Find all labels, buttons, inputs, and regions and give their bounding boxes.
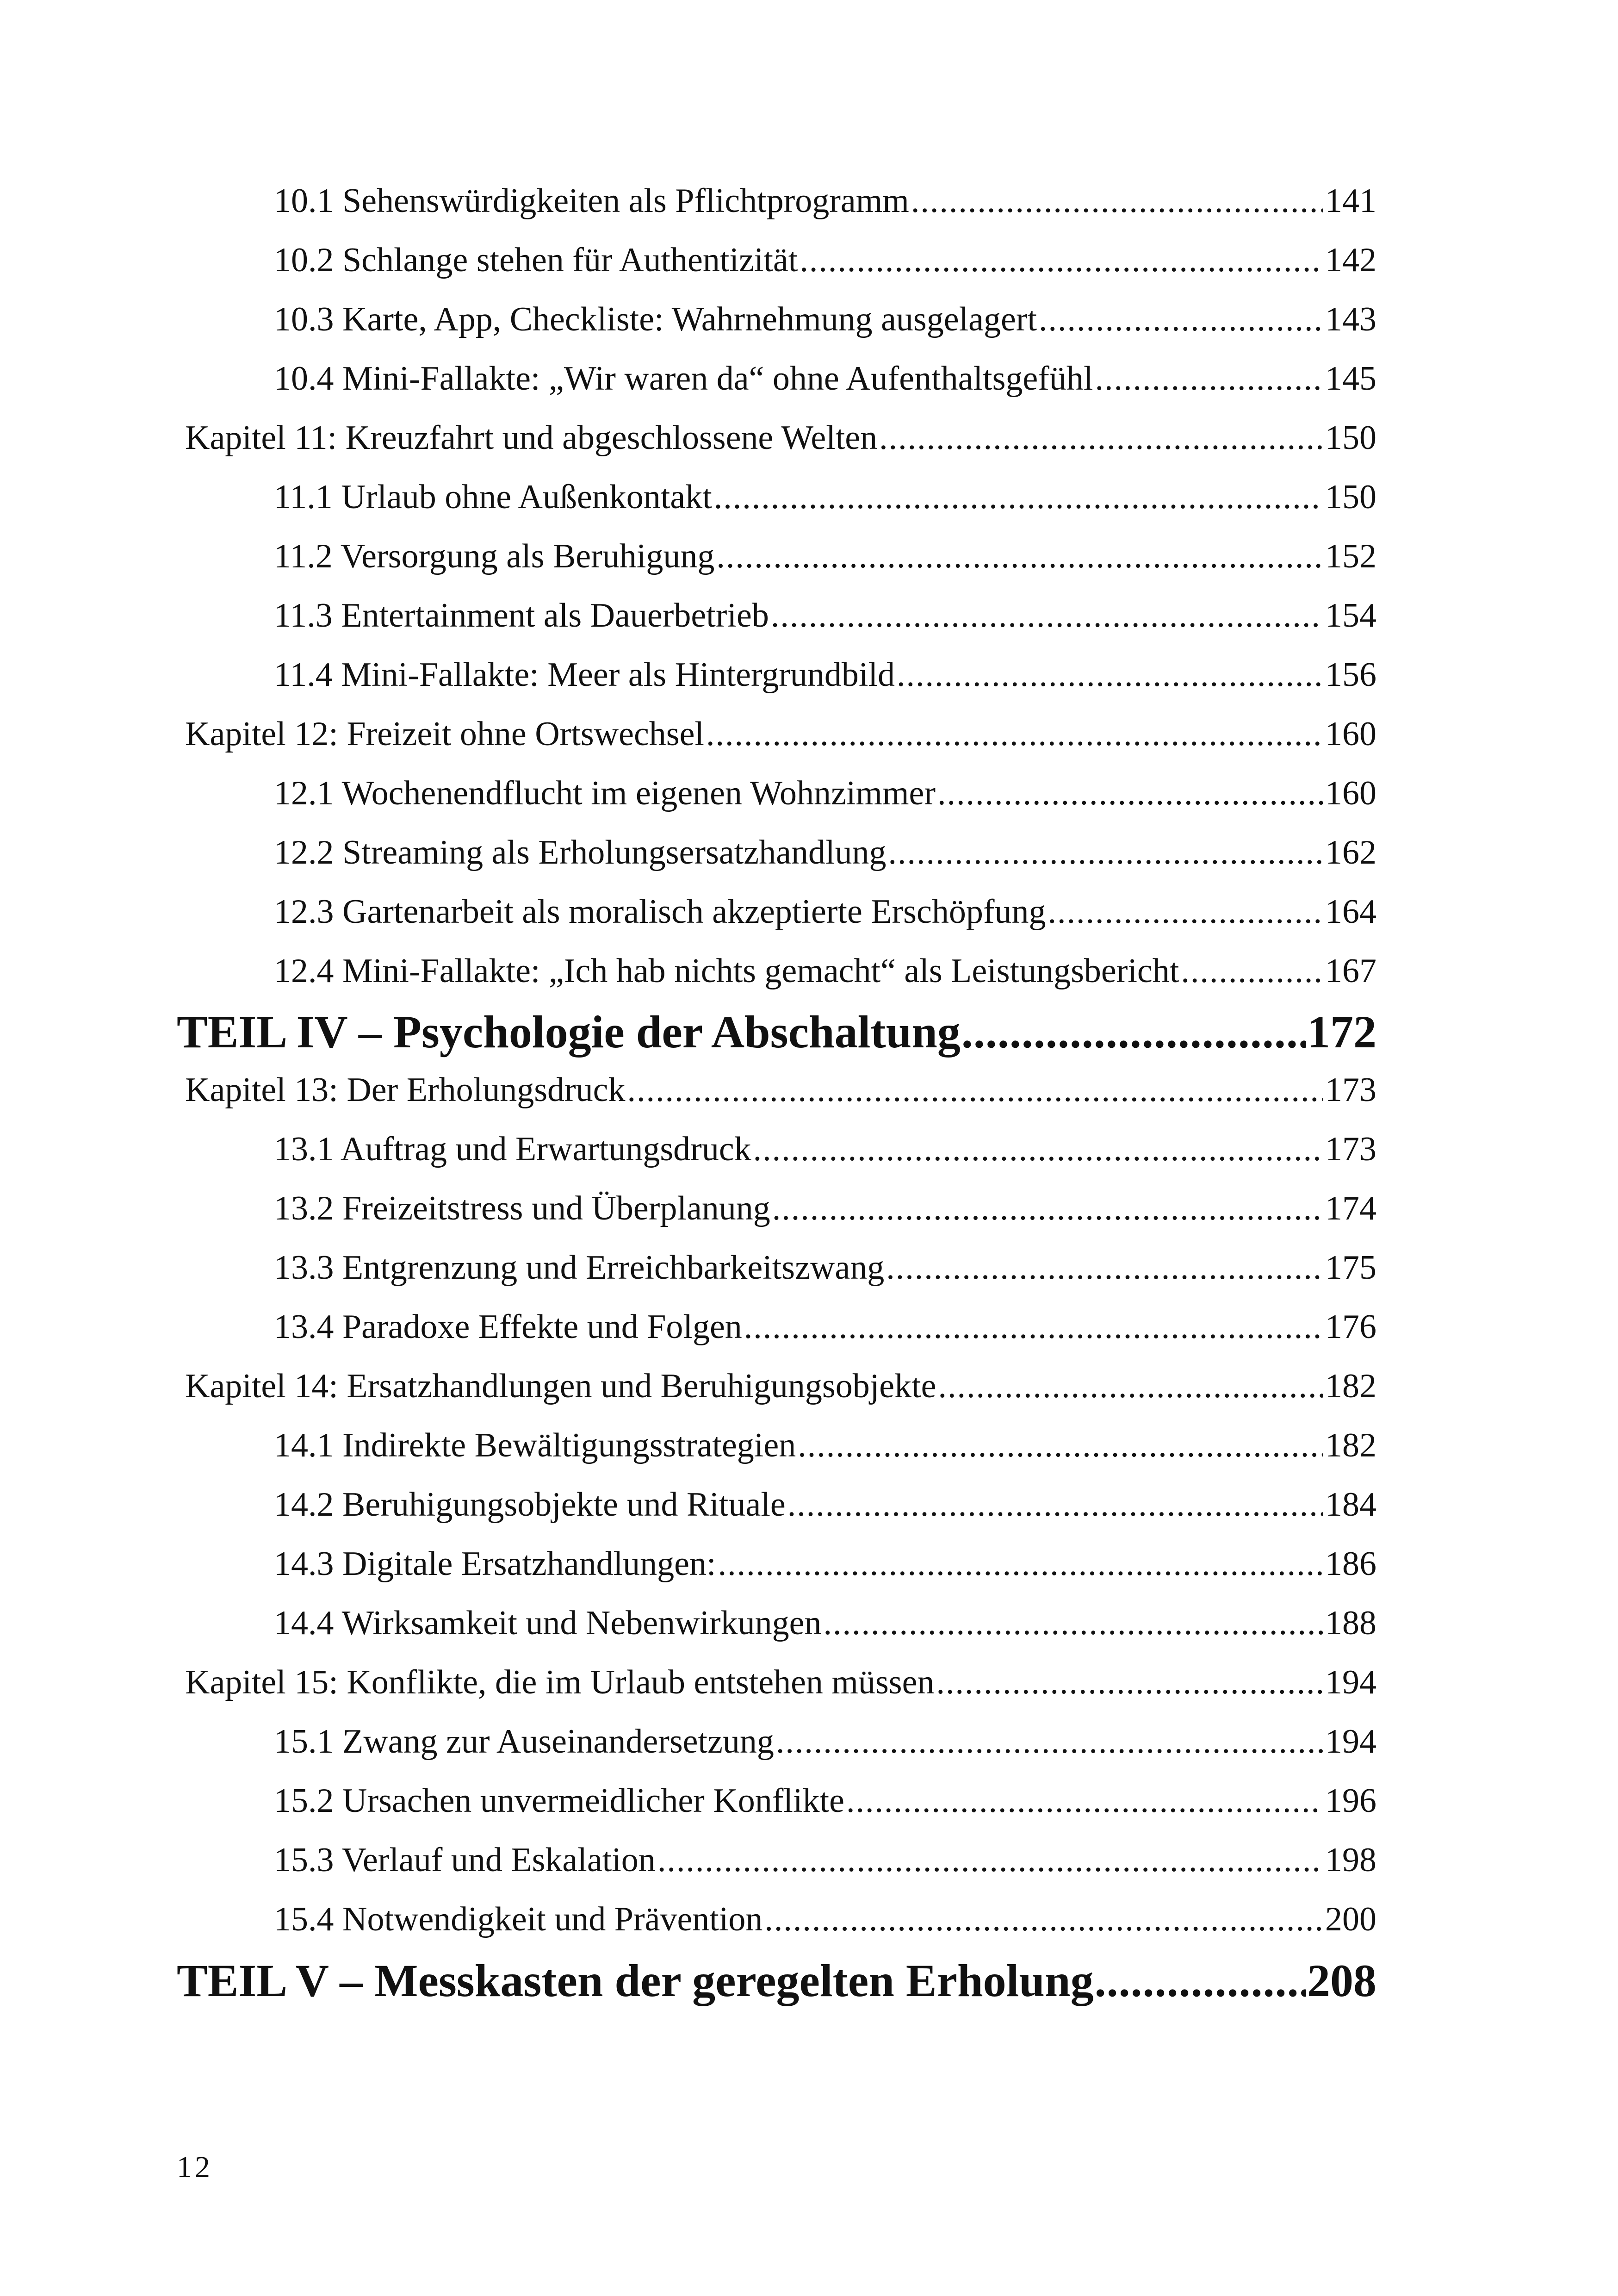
toc-entry-title: Kapitel 13: Der Erholungsdruck bbox=[185, 1071, 626, 1109]
toc-section-entry bbox=[274, 833, 1376, 872]
toc-leader-dots bbox=[657, 1841, 1323, 1880]
toc-entry-page: 172 bbox=[1307, 1006, 1376, 1058]
toc-entry-title: 14.4 Wirksamkeit und Nebenwirkungen bbox=[274, 1604, 822, 1642]
toc-section-entry bbox=[274, 1189, 1376, 1228]
toc-entry-page: 162 bbox=[1325, 834, 1376, 871]
toc-leader-dots bbox=[772, 1189, 1323, 1228]
toc-entry-page: 182 bbox=[1325, 1426, 1376, 1464]
toc-leader-dots bbox=[897, 655, 1323, 695]
toc-entry-page: 141 bbox=[1325, 182, 1376, 220]
toc-leader-dots bbox=[886, 1248, 1323, 1288]
toc-leader-dots bbox=[888, 833, 1323, 872]
toc-entry-title: 10.4 Mini-Fallakte: „Wir waren da“ ohne Aufenthaltsgefühl bbox=[274, 360, 1093, 398]
toc-entry-title: 15.4 Notwendigkeit und Prävention bbox=[274, 1900, 763, 1938]
toc-entry-page: 160 bbox=[1325, 715, 1376, 753]
toc-entry-title: 11.1 Urlaub ohne Außenkontakt bbox=[274, 478, 712, 516]
toc-leader-dots bbox=[938, 1367, 1323, 1406]
toc-leader-dots bbox=[798, 1426, 1323, 1465]
toc-entry-page: 194 bbox=[1325, 1663, 1376, 1701]
toc-entry-title: 12.2 Streaming als Erholungsersatzhandlung bbox=[274, 834, 886, 871]
toc-entry-page: 160 bbox=[1325, 774, 1376, 812]
toc-entry-title: 12.4 Mini-Fallakte: „Ich hab nichts gemacht“ als Leistungsbericht bbox=[274, 952, 1179, 990]
toc-entry-page: 145 bbox=[1325, 360, 1376, 398]
toc-entry-title: 12.1 Wochenendflucht im eigenen Wohnzimmer bbox=[274, 774, 936, 812]
toc-entry-page: 150 bbox=[1325, 419, 1376, 457]
toc-entry-page: 173 bbox=[1325, 1071, 1376, 1109]
toc-entry-page: 200 bbox=[1325, 1900, 1376, 1938]
toc-section-entry bbox=[274, 1604, 1376, 1643]
toc-leader-dots bbox=[911, 181, 1323, 221]
toc-entry-title: 14.1 Indirekte Bewältigungsstrategien bbox=[274, 1426, 796, 1464]
toc-section-entry bbox=[274, 537, 1376, 576]
toc-entry-page: 156 bbox=[1325, 656, 1376, 694]
toc-entry-page: 152 bbox=[1325, 537, 1376, 575]
toc-leader-dots bbox=[776, 1722, 1323, 1761]
toc-entry-title: Kapitel 12: Freizeit ohne Ortswechsel bbox=[185, 715, 704, 753]
toc-leader-dots bbox=[787, 1485, 1323, 1524]
toc-part-entry bbox=[177, 1954, 1376, 2007]
toc-section-entry bbox=[274, 181, 1376, 221]
toc-leader-dots bbox=[716, 537, 1323, 576]
toc-entry-title: 13.3 Entgrenzung und Erreichbarkeitszwang bbox=[274, 1249, 885, 1287]
toc-entry-title: 11.2 Versorgung als Beruhigung bbox=[274, 537, 715, 575]
toc-entry-title: 10.1 Sehenswürdigkeiten als Pflichtprogramm bbox=[274, 182, 909, 220]
toc-leader-dots bbox=[706, 715, 1323, 754]
toc-entry-title: Kapitel 14: Ersatzhandlungen und Beruhigungsobjekte bbox=[185, 1367, 936, 1405]
toc-leader-dots bbox=[1048, 892, 1323, 932]
toc-leader-dots bbox=[1039, 300, 1323, 339]
toc-leader-dots bbox=[771, 596, 1323, 635]
toc-entry-page: 186 bbox=[1325, 1545, 1376, 1583]
toc-entry-page: 143 bbox=[1325, 300, 1376, 338]
toc-section-entry bbox=[274, 1781, 1376, 1821]
toc-entry-page: 164 bbox=[1325, 893, 1376, 931]
toc-entry-page: 175 bbox=[1325, 1249, 1376, 1287]
toc-entry-title: 14.3 Digitale Ersatzhandlungen: bbox=[274, 1545, 716, 1583]
toc-entry-title: 13.2 Freizeitstress und Überplanung bbox=[274, 1189, 770, 1227]
toc-section-entry bbox=[274, 359, 1376, 398]
toc-leader-dots bbox=[937, 774, 1323, 813]
toc-section-entry bbox=[274, 655, 1376, 695]
toc-section-entry bbox=[274, 1841, 1376, 1880]
toc-section-entry bbox=[274, 241, 1376, 280]
toc-entry-page: 142 bbox=[1325, 241, 1376, 279]
toc-chapter-entry bbox=[185, 1070, 1376, 1110]
toc-leader-dots bbox=[1095, 1954, 1306, 2007]
toc-leader-dots bbox=[764, 1900, 1323, 1939]
toc-leader-dots bbox=[936, 1663, 1323, 1702]
toc-leader-dots bbox=[961, 1005, 1306, 1058]
toc-leader-dots bbox=[879, 418, 1323, 458]
toc-entry-title: TEIL V – Messkasten der geregelten Erholung bbox=[177, 1955, 1094, 2006]
toc-section-entry bbox=[274, 1130, 1376, 1169]
toc-leader-dots bbox=[714, 478, 1323, 517]
toc-entry-page: 208 bbox=[1307, 1955, 1376, 2006]
toc-entry-title: 11.4 Mini-Fallakte: Meer als Hintergrundbild bbox=[274, 656, 895, 694]
toc-entry-title: 10.3 Karte, App, Checkliste: Wahrnehmung ausgelagert bbox=[274, 300, 1037, 338]
toc-leader-dots bbox=[744, 1307, 1323, 1347]
toc-entry-page: 194 bbox=[1325, 1723, 1376, 1761]
toc-leader-dots bbox=[846, 1781, 1323, 1821]
toc-entry-title: 10.2 Schlange stehen für Authentizität bbox=[274, 241, 798, 279]
toc-leader-dots bbox=[1095, 359, 1323, 398]
toc-entry-page: 176 bbox=[1325, 1308, 1376, 1346]
toc-leader-dots bbox=[753, 1130, 1323, 1169]
toc-section-entry bbox=[274, 952, 1376, 991]
toc-leader-dots bbox=[627, 1070, 1324, 1110]
toc-chapter-entry bbox=[185, 1367, 1376, 1406]
toc-leader-dots bbox=[718, 1544, 1323, 1584]
toc-entry-title: 15.3 Verlauf und Eskalation bbox=[274, 1841, 656, 1879]
toc-entry-page: 182 bbox=[1325, 1367, 1376, 1405]
toc-entry-title: Kapitel 15: Konflikte, die im Urlaub entstehen müssen bbox=[185, 1663, 935, 1701]
toc-section-entry bbox=[274, 1544, 1376, 1584]
toc-entry-page: 184 bbox=[1325, 1486, 1376, 1524]
toc-entry-title: 15.1 Zwang zur Auseinandersetzung bbox=[274, 1723, 774, 1761]
toc-entry-title: Kapitel 11: Kreuzfahrt und abgeschlossene Welten bbox=[185, 419, 878, 457]
toc-entry-title: 13.4 Paradoxe Effekte und Folgen bbox=[274, 1308, 742, 1346]
toc-part-entry bbox=[177, 1005, 1376, 1058]
toc-section-entry bbox=[274, 1900, 1376, 1939]
toc-section-entry bbox=[274, 1307, 1376, 1347]
toc-section-entry bbox=[274, 1485, 1376, 1524]
toc-section-entry bbox=[274, 774, 1376, 813]
page-number: 12 bbox=[177, 2150, 213, 2184]
toc-leader-dots bbox=[1181, 952, 1323, 991]
toc-chapter-entry bbox=[185, 715, 1376, 754]
toc-chapter-entry bbox=[185, 418, 1376, 458]
toc-section-entry bbox=[274, 478, 1376, 517]
toc-section-entry bbox=[274, 1426, 1376, 1465]
toc-entry-page: 196 bbox=[1325, 1782, 1376, 1820]
toc-entry-title: 14.2 Beruhigungsobjekte und Rituale bbox=[274, 1486, 786, 1524]
toc-entry-title: 15.2 Ursachen unvermeidlicher Konflikte bbox=[274, 1782, 844, 1820]
toc-entry-page: 150 bbox=[1325, 478, 1376, 516]
toc-chapter-entry bbox=[185, 1663, 1376, 1702]
toc-entry-title: 11.3 Entertainment als Dauerbetrieb bbox=[274, 597, 769, 635]
toc-entry-title: 13.1 Auftrag und Erwartungsdruck bbox=[274, 1130, 751, 1168]
toc-entry-page: 173 bbox=[1325, 1130, 1376, 1168]
toc-entry-title: TEIL IV – Psychologie der Abschaltung bbox=[177, 1006, 961, 1058]
toc-entry-title: 12.3 Gartenarbeit als moralisch akzeptierte Erschöpfung bbox=[274, 893, 1046, 931]
toc-leader-dots bbox=[800, 241, 1323, 280]
toc-section-entry bbox=[274, 1722, 1376, 1761]
toc-section-entry bbox=[274, 300, 1376, 339]
toc-leader-dots bbox=[824, 1604, 1323, 1643]
toc-entry-page: 154 bbox=[1325, 597, 1376, 635]
toc-section-entry bbox=[274, 596, 1376, 635]
toc-entry-page: 198 bbox=[1325, 1841, 1376, 1879]
toc-entry-page: 188 bbox=[1325, 1604, 1376, 1642]
toc-section-entry bbox=[274, 1248, 1376, 1288]
toc-entry-page: 174 bbox=[1325, 1189, 1376, 1227]
toc-entry-page: 167 bbox=[1325, 952, 1376, 990]
toc-section-entry bbox=[274, 892, 1376, 932]
